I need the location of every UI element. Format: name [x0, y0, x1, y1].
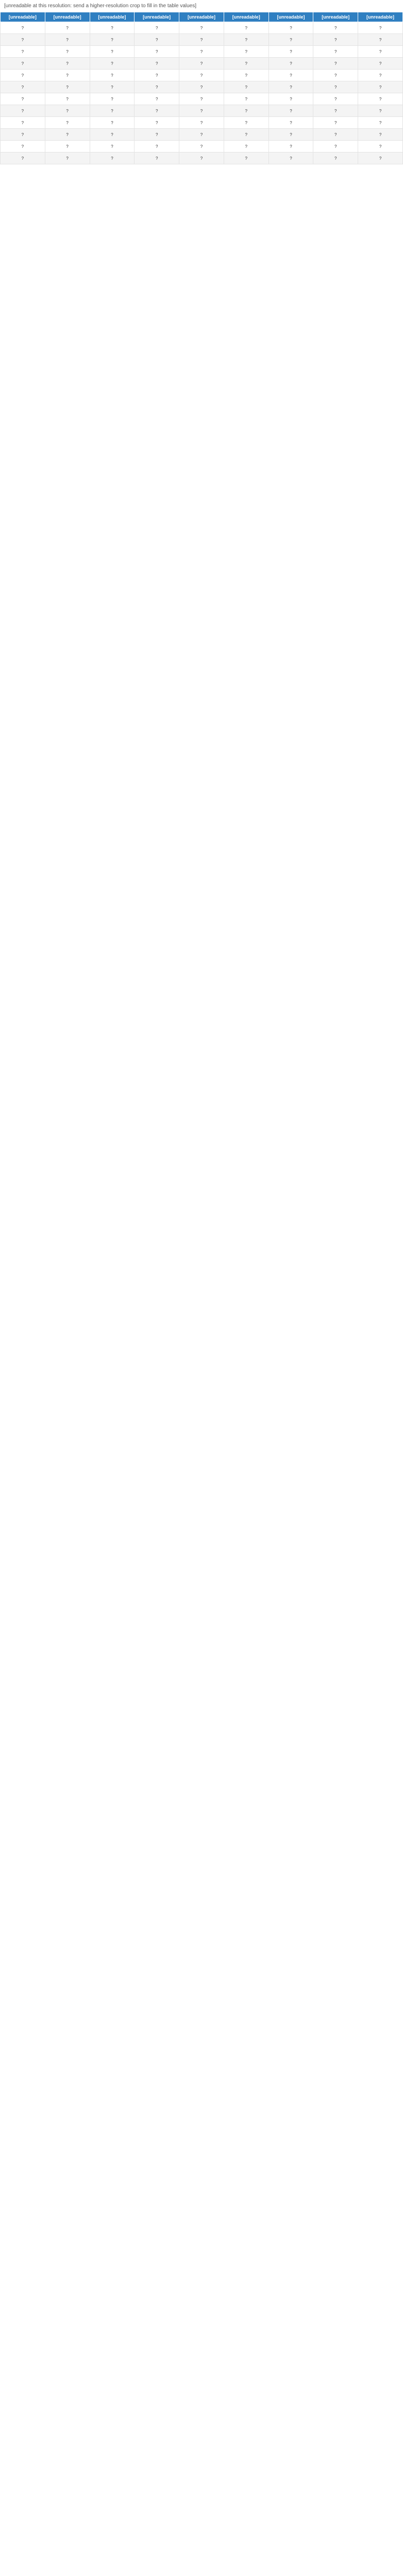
table-row: [1, 152, 403, 164]
table-cell: ?: [135, 81, 179, 93]
table-cell: ?: [313, 129, 358, 141]
column-header: [unreadable]: [135, 12, 179, 22]
table-cell: ?: [268, 93, 313, 105]
table-cell: ?: [179, 117, 224, 129]
table-cell: ?: [135, 105, 179, 117]
table-cell: ?: [135, 34, 179, 46]
table-cell: ?: [45, 117, 90, 129]
table-cell: ?: [358, 22, 403, 34]
table-cell: ?: [1, 58, 45, 70]
table-cell: ?: [179, 105, 224, 117]
table-cell: ?: [313, 46, 358, 58]
table-header-row: [1, 12, 403, 22]
table-cell: ?: [224, 70, 268, 81]
table-cell: ?: [268, 58, 313, 70]
table-cell: ?: [268, 141, 313, 152]
column-header: [unreadable]: [224, 12, 268, 22]
table-cell: ?: [1, 117, 45, 129]
table-cell: ?: [313, 34, 358, 46]
table-row: [1, 117, 403, 129]
table-cell: ?: [90, 46, 135, 58]
table-cell: ?: [1, 70, 45, 81]
table-cell: ?: [90, 117, 135, 129]
table-cell: ?: [1, 105, 45, 117]
table-cell: ?: [45, 141, 90, 152]
table-cell: ?: [268, 70, 313, 81]
table-cell: ?: [268, 152, 313, 164]
table-cell: ?: [313, 22, 358, 34]
table-cell: ?: [224, 81, 268, 93]
table-cell: ?: [1, 141, 45, 152]
table-cell: ?: [179, 81, 224, 93]
table-cell: ?: [179, 22, 224, 34]
table-row: [1, 70, 403, 81]
table-cell: ?: [179, 93, 224, 105]
table-cell: ?: [45, 152, 90, 164]
table-cell: ?: [268, 22, 313, 34]
table-cell: ?: [135, 152, 179, 164]
table-cell: ?: [45, 34, 90, 46]
table-cell: ?: [179, 46, 224, 58]
table-cell: ?: [45, 22, 90, 34]
table-cell: ?: [179, 70, 224, 81]
table-cell: ?: [135, 129, 179, 141]
table-cell: ?: [135, 70, 179, 81]
table-cell: ?: [358, 46, 403, 58]
table-row: [1, 129, 403, 141]
table-cell: ?: [224, 105, 268, 117]
table-cell: ?: [45, 70, 90, 81]
table-cell: ?: [358, 152, 403, 164]
table-row: [1, 34, 403, 46]
table-cell: ?: [358, 117, 403, 129]
column-header: [unreadable]: [268, 12, 313, 22]
table-cell: ?: [135, 22, 179, 34]
column-header: [unreadable]: [313, 12, 358, 22]
table-cell: ?: [135, 93, 179, 105]
table-cell: ?: [179, 34, 224, 46]
table-cell: ?: [45, 81, 90, 93]
table-cell: ?: [45, 58, 90, 70]
table-cell: ?: [313, 81, 358, 93]
table-row: [1, 22, 403, 34]
table-row: [1, 105, 403, 117]
column-header: [unreadable]: [358, 12, 403, 22]
table-row: [1, 81, 403, 93]
table-cell: ?: [313, 93, 358, 105]
table-cell: ?: [135, 58, 179, 70]
table-cell: ?: [224, 46, 268, 58]
table-cell: ?: [1, 129, 45, 141]
table-cell: ?: [313, 58, 358, 70]
table-cell: ?: [1, 22, 45, 34]
table-cell: ?: [90, 129, 135, 141]
table-cell: ?: [358, 58, 403, 70]
table-cell: ?: [313, 141, 358, 152]
column-header: [unreadable]: [1, 12, 45, 22]
table-row: [1, 93, 403, 105]
table-cell: ?: [90, 81, 135, 93]
table-row: [1, 58, 403, 70]
table-cell: ?: [268, 46, 313, 58]
table-cell: ?: [90, 70, 135, 81]
table-cell: ?: [45, 46, 90, 58]
table-cell: ?: [358, 141, 403, 152]
table-cell: ?: [268, 81, 313, 93]
table-cell: ?: [1, 93, 45, 105]
table-cell: ?: [45, 105, 90, 117]
table-row: [1, 141, 403, 152]
compatibility-table: [0, 12, 403, 164]
table-cell: ?: [313, 70, 358, 81]
table-cell: ?: [90, 152, 135, 164]
table-cell: ?: [358, 34, 403, 46]
table-cell: ?: [135, 141, 179, 152]
table-cell: ?: [358, 81, 403, 93]
table-cell: ?: [179, 129, 224, 141]
table-cell: ?: [90, 22, 135, 34]
table-cell: ?: [358, 105, 403, 117]
column-header: [unreadable]: [179, 12, 224, 22]
table-cell: ?: [224, 117, 268, 129]
table-cell: ?: [135, 46, 179, 58]
table-cell: ?: [90, 141, 135, 152]
table-cell: ?: [45, 129, 90, 141]
table-cell: ?: [179, 152, 224, 164]
table-cell: ?: [1, 46, 45, 58]
table-cell: ?: [224, 152, 268, 164]
table-cell: ?: [313, 117, 358, 129]
table-cell: ?: [313, 105, 358, 117]
table-cell: ?: [358, 129, 403, 141]
column-header: [unreadable]: [45, 12, 90, 22]
table-cell: ?: [179, 58, 224, 70]
table-cell: ?: [313, 152, 358, 164]
notice: [unreadable at this resolution: send a higher-resolution crop to fill in the table values]: [4, 3, 197, 9]
table-cell: ?: [224, 129, 268, 141]
table-cell: ?: [224, 34, 268, 46]
table-cell: ?: [90, 58, 135, 70]
table-cell: ?: [224, 22, 268, 34]
table-row: [1, 46, 403, 58]
table-cell: ?: [1, 152, 45, 164]
table-cell: ?: [224, 93, 268, 105]
table-cell: ?: [358, 70, 403, 81]
table-cell: ?: [358, 93, 403, 105]
table-cell: ?: [179, 141, 224, 152]
table-cell: ?: [90, 105, 135, 117]
table-cell: ?: [1, 81, 45, 93]
table-cell: ?: [45, 93, 90, 105]
table-cell: ?: [90, 34, 135, 46]
table-cell: ?: [268, 117, 313, 129]
column-header: [unreadable]: [90, 12, 135, 22]
table-cell: ?: [135, 117, 179, 129]
table-cell: ?: [268, 34, 313, 46]
table-cell: ?: [268, 105, 313, 117]
table-cell: ?: [268, 129, 313, 141]
table-cell: ?: [1, 34, 45, 46]
table-cell: ?: [90, 93, 135, 105]
table-cell: ?: [224, 141, 268, 152]
table-cell: ?: [224, 58, 268, 70]
